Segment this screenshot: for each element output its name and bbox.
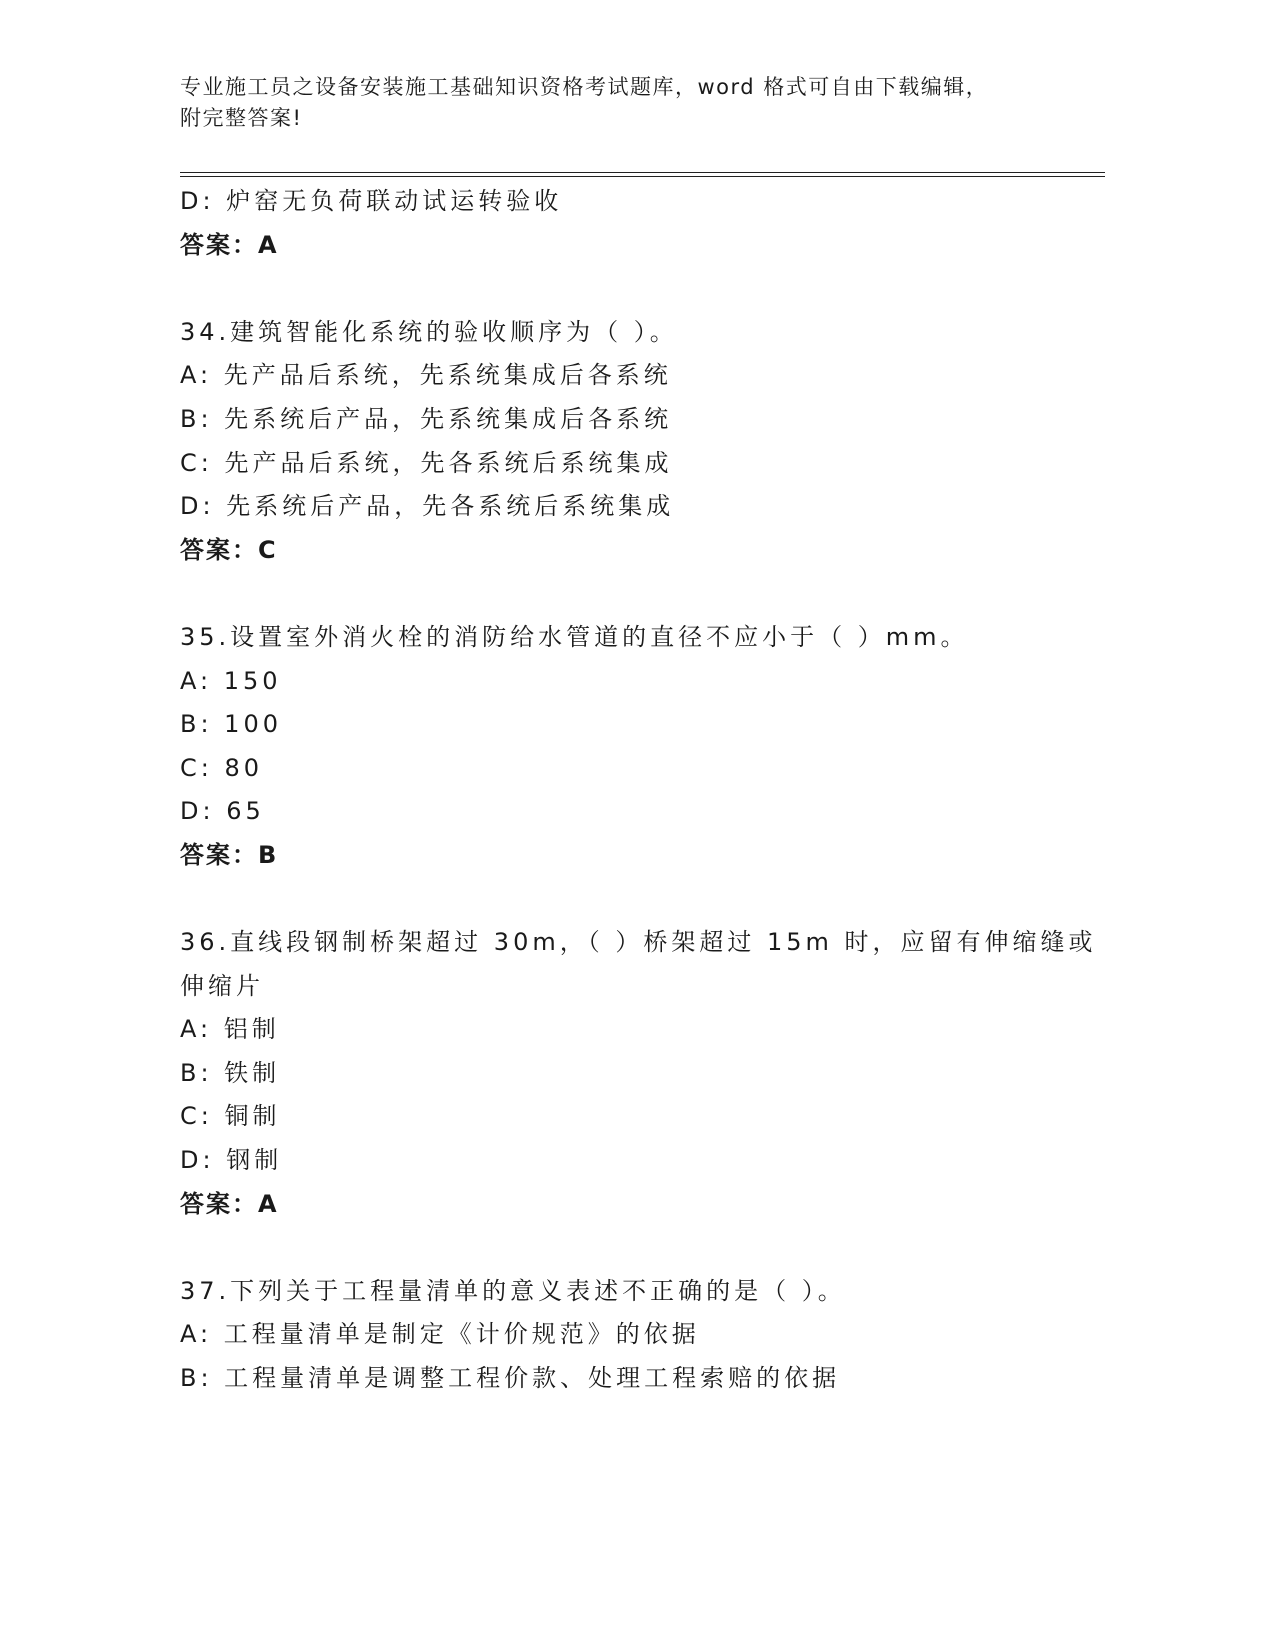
spacer	[180, 572, 1080, 616]
option-c: C: 80	[180, 753, 264, 782]
question-stem: 34.建筑智能化系统的验收顺序为（ ）。	[180, 317, 678, 346]
option-b: B: 工程量清单是调整工程价款、处理工程索赔的依据	[180, 1364, 841, 1393]
question-36	[180, 921, 1097, 1226]
option-d: D: 65	[180, 797, 265, 826]
option-c: C: 铜制	[180, 1102, 281, 1131]
question-34	[180, 311, 1080, 573]
answer: 答案：A	[180, 230, 279, 259]
option-b: B: 铁制	[180, 1058, 281, 1087]
document-header	[180, 72, 1080, 134]
option-b: B: 100	[180, 710, 282, 739]
answer: 答案：A	[180, 1189, 279, 1218]
question-stem-line-1: 36.直线段钢制桥架超过 30m，（ ）桥架超过 15m 时，应留有伸缩缝或	[180, 928, 1097, 957]
option-b: B: 先系统后产品，先系统集成后各系统	[180, 404, 673, 433]
option-d: D: 炉窑无负荷联动试运转验收	[180, 187, 563, 215]
option-a: A: 先产品后系统，先系统集成后各系统	[180, 361, 672, 390]
option-c: C: 先产品后系统，先各系统后系统集成	[180, 448, 673, 477]
question-35	[180, 616, 1080, 878]
option-a: A: 150	[180, 666, 282, 695]
answer: 答案：C	[180, 535, 278, 564]
document-body	[180, 180, 1097, 1401]
question-stem: 35.设置室外消火栓的消防给水管道的直径不应小于（ ）mm。	[180, 622, 969, 651]
spacer	[180, 267, 1080, 311]
question-37	[180, 1270, 1080, 1401]
option-d: D: 先系统后产品，先各系统后系统集成	[180, 492, 675, 521]
option-d: D: 钢制	[180, 1146, 283, 1175]
answer: 答案：B	[180, 840, 279, 869]
header-divider-top	[180, 172, 1105, 173]
header-line-1: 专业施工员之设备安装施工基础知识资格考试题库，word 格式可自由下载编辑，	[180, 75, 989, 99]
question-33-tail	[180, 180, 1080, 267]
spacer	[180, 878, 1080, 922]
option-a: A: 铝制	[180, 1015, 280, 1044]
spacer	[180, 1226, 1080, 1270]
header-divider-bottom	[180, 176, 1105, 177]
question-stem: 37.下列关于工程量清单的意义表述不正确的是（ ）。	[180, 1276, 846, 1305]
question-stem-line-2: 伸缩片	[180, 971, 264, 1000]
header-line-2: 附完整答案!	[180, 106, 303, 130]
option-a: A: 工程量清单是制定《计价规范》的依据	[180, 1320, 700, 1349]
